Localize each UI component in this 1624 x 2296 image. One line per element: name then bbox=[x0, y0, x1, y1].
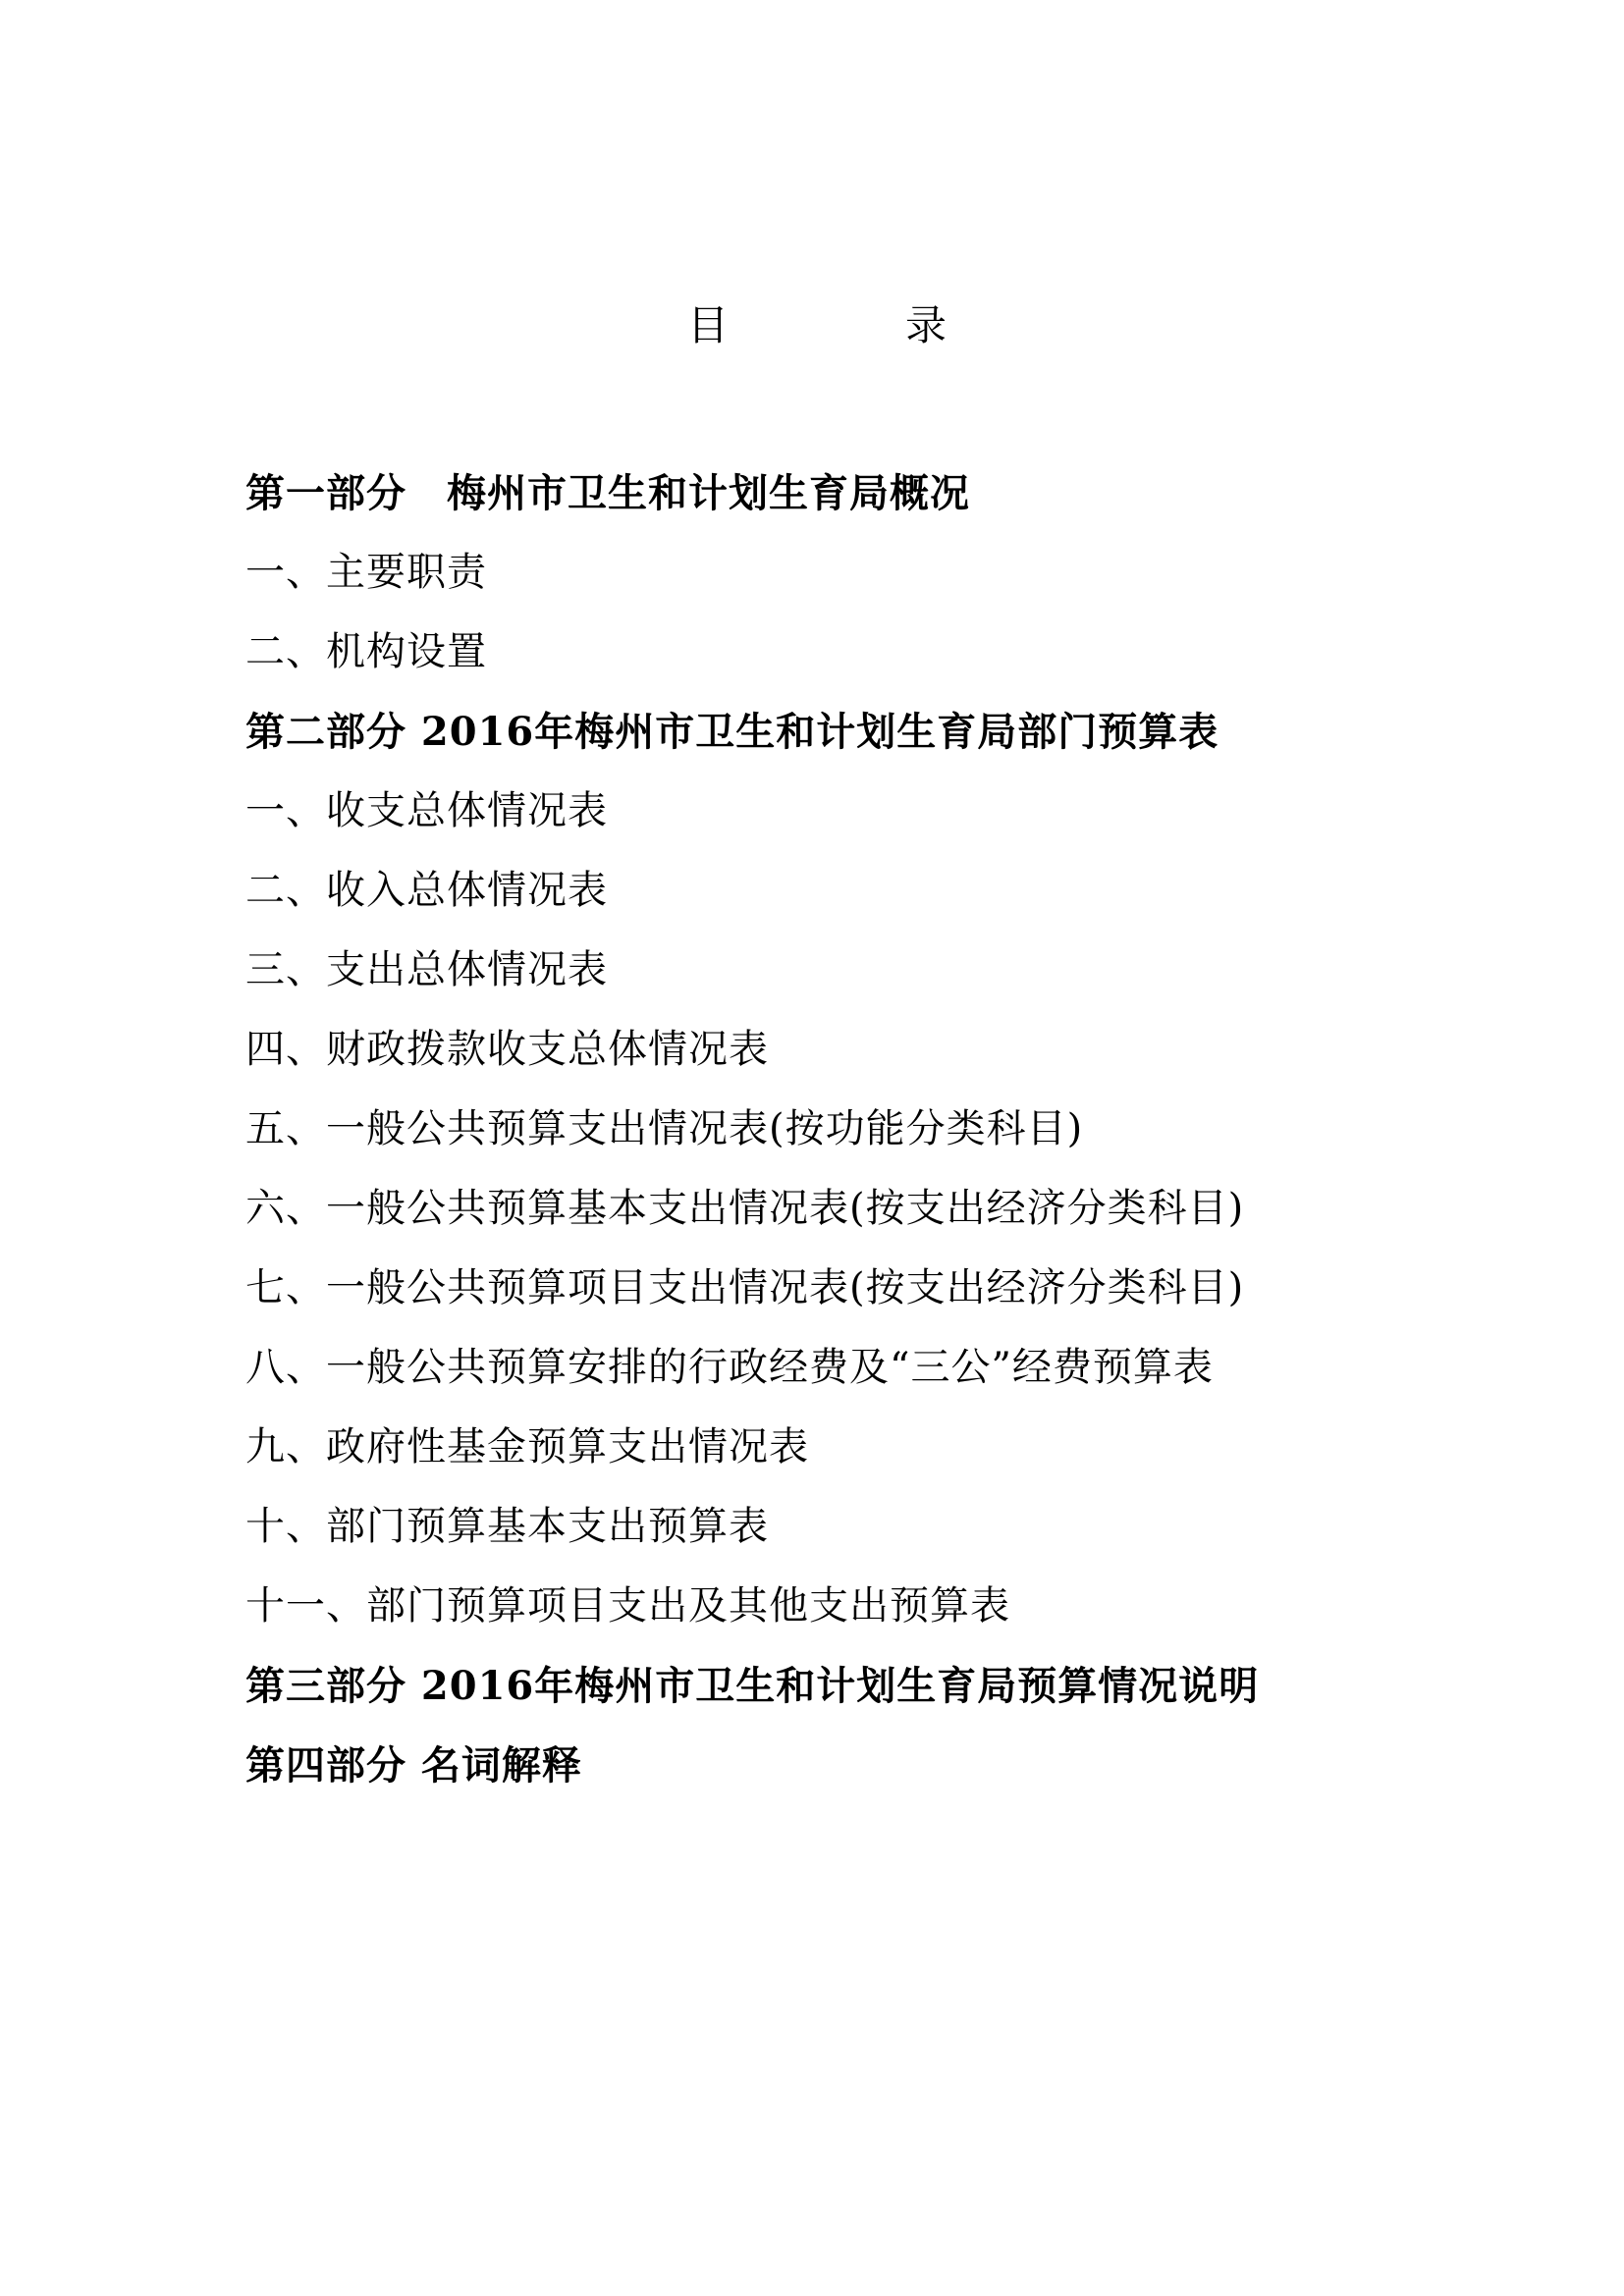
toc-item-entry: 七、一般公共预算项目支出情况表(按支出经济分类科目) bbox=[245, 1265, 1245, 1310]
toc-title bbox=[0, 292, 1624, 360]
toc-part-entry: 第三部分 2016年梅州市卫生和计划生育局预算情况说明 bbox=[245, 1663, 1260, 1709]
toc-part-entry: 第一部分 梅州市卫生和计划生育局概况 bbox=[245, 470, 970, 516]
toc-item-entry: 二、机构设置 bbox=[245, 629, 487, 674]
toc-item-entry: 六、一般公共预算基本支出情况表(按支出经济分类科目) bbox=[245, 1186, 1245, 1231]
toc-item-entry: 一、收支总体情况表 bbox=[245, 788, 608, 833]
toc-item-entry: 一、主要职责 bbox=[245, 550, 487, 595]
toc-item-entry: 十、部门预算基本支出预算表 bbox=[245, 1504, 769, 1549]
toc-title-char: 录 bbox=[905, 301, 947, 349]
toc-item-entry: 十一、部门预算项目支出及其他支出预算表 bbox=[245, 1583, 1010, 1629]
toc-item-entry: 九、政府性基金预算支出情况表 bbox=[245, 1424, 809, 1469]
toc-part-entry: 第四部分 名词解释 bbox=[245, 1742, 582, 1789]
toc-item-entry: 二、收入总体情况表 bbox=[245, 868, 608, 913]
toc-title-char: 目 bbox=[687, 301, 730, 349]
toc-item-entry: 三、支出总体情况表 bbox=[245, 947, 608, 992]
toc-list bbox=[245, 454, 1522, 1805]
toc-item-entry: 四、财政拨款收支总体情况表 bbox=[245, 1027, 769, 1072]
toc-item-entry: 五、一般公共预算支出情况表(按功能分类科目) bbox=[245, 1106, 1084, 1151]
toc-part-entry: 第二部分 2016年梅州市卫生和计划生育局部门预算表 bbox=[245, 709, 1219, 755]
toc-item-entry: 八、一般公共预算安排的行政经费及“三公”经费预算表 bbox=[245, 1345, 1214, 1390]
